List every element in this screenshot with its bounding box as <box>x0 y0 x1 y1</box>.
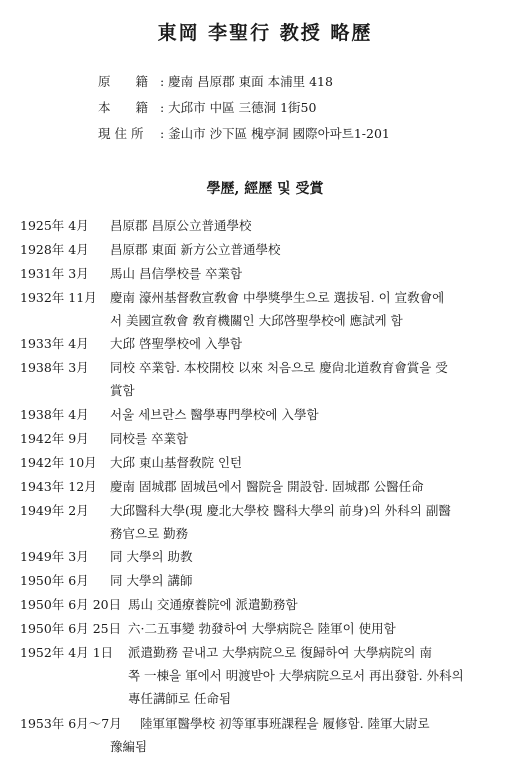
entry-text: 陸軍軍醫學校 初等軍事班課程을 履修함. 陸軍大尉로 <box>140 716 430 731</box>
entry-text: 서울 세브란스 醫學專門學校에 入學함 <box>110 407 319 422</box>
entry-text: 昌原郡 昌原公立普通學校 <box>110 218 252 233</box>
entry-date: 1932年 11月 <box>20 290 97 305</box>
entry-text: 大邱醫科大學(現 慶北大學校 醫科大學의 前身)의 外科의 副醫 <box>110 503 451 518</box>
entry-text: 同校 卒業함. 本校開校 以來 처음으로 慶尙北道敎育會賞을 受 <box>110 360 448 375</box>
entry-date: 1950年 6月 <box>20 573 89 588</box>
entry-text: 慶南 固城郡 固城邑에서 醫院을 開設함. 固城郡 公醫任命 <box>110 479 424 494</box>
entry-date: 1942年 9月 <box>20 431 89 446</box>
entry-date: 1950年 6月 25日 <box>20 621 122 636</box>
entry-continuation: 務官으로 勤務 <box>110 526 189 541</box>
entry-date: 1938年 4月 <box>20 407 89 422</box>
entry-date: 1953年 6月～7月 <box>20 716 122 731</box>
entry-text: 馬山 昌信學校를 卒業함 <box>110 266 243 281</box>
info-row-origin <box>98 72 333 92</box>
entry-text: 同 大學의 助教 <box>110 549 193 564</box>
entry-date: 1943年 12月 <box>20 479 97 494</box>
entry-text: 馬山 交通療養院에 派遣勤務함 <box>128 597 298 612</box>
entry-date: 1928年 4月 <box>20 242 89 257</box>
entry-date: 1952年 4月 1日 <box>20 645 114 660</box>
entry-text: 六·二五事變 勃發하여 大學病院은 陸軍이 使用함 <box>128 621 396 636</box>
info-row-address <box>98 124 390 144</box>
entry-continuation: 賞함 <box>110 383 135 398</box>
entry-date: 1949年 3月 <box>20 549 89 564</box>
entry-text: 派遣勤務 끝내고 大學病院으로 復歸하여 大學病院의 南 <box>128 645 432 660</box>
entry-date: 1931年 3月 <box>20 266 89 281</box>
entry-date: 1938年 3月 <box>20 360 89 375</box>
entry-date: 1949年 2月 <box>20 503 89 518</box>
entry-text: 大邱 啓聖學校에 入學함 <box>110 336 243 351</box>
entry-continuation: 豫編됨 <box>110 739 148 754</box>
entry-date: 1942年 10月 <box>20 455 97 470</box>
page-title: 東岡 李聖行 教授 略歷 <box>157 22 373 44</box>
section-heading: 學歷, 經歷 및 受賞 <box>206 181 324 197</box>
info-label: 現 住 所 <box>98 126 144 141</box>
entry-date: 1933年 4月 <box>20 336 89 351</box>
info-row-registry <box>98 98 316 118</box>
entry-text: 昌原郡 東面 新方公立普通學校 <box>110 242 281 257</box>
entry-date: 1925年 4月 <box>20 218 89 233</box>
entry-text: 同 大學의 講師 <box>110 573 193 588</box>
info-value: : 大邱市 中區 三德洞 1街50 <box>160 100 317 115</box>
entry-date: 1950年 6月 20日 <box>20 597 122 612</box>
entry-continuation: 專任講師로 任命됨 <box>128 691 232 706</box>
entry-text: 同校를 卒業함 <box>110 431 189 446</box>
entry-continuation: 서 美國宣敎會 敎育機關인 大邱啓聖學校에 應試케 함 <box>110 313 403 328</box>
info-label: 本 籍 <box>98 100 149 115</box>
entry-text: 慶南 濠州基督敎宣敎會 中學獎學生으로 選拔됨. 이 宣敎會에 <box>110 290 445 305</box>
entry-text: 大邱 東山基督敎院 인턴 <box>110 455 243 470</box>
info-value: : 慶南 昌原郡 東面 本浦里 418 <box>160 74 333 89</box>
info-value: : 釜山市 沙下區 槐亭洞 國際아파트1-201 <box>160 126 390 141</box>
info-label: 原 籍 <box>98 74 149 89</box>
entry-continuation: 쪽 一棟을 軍에서 明渡받아 大學病院으로서 再出發함. 外科의 <box>128 668 464 683</box>
